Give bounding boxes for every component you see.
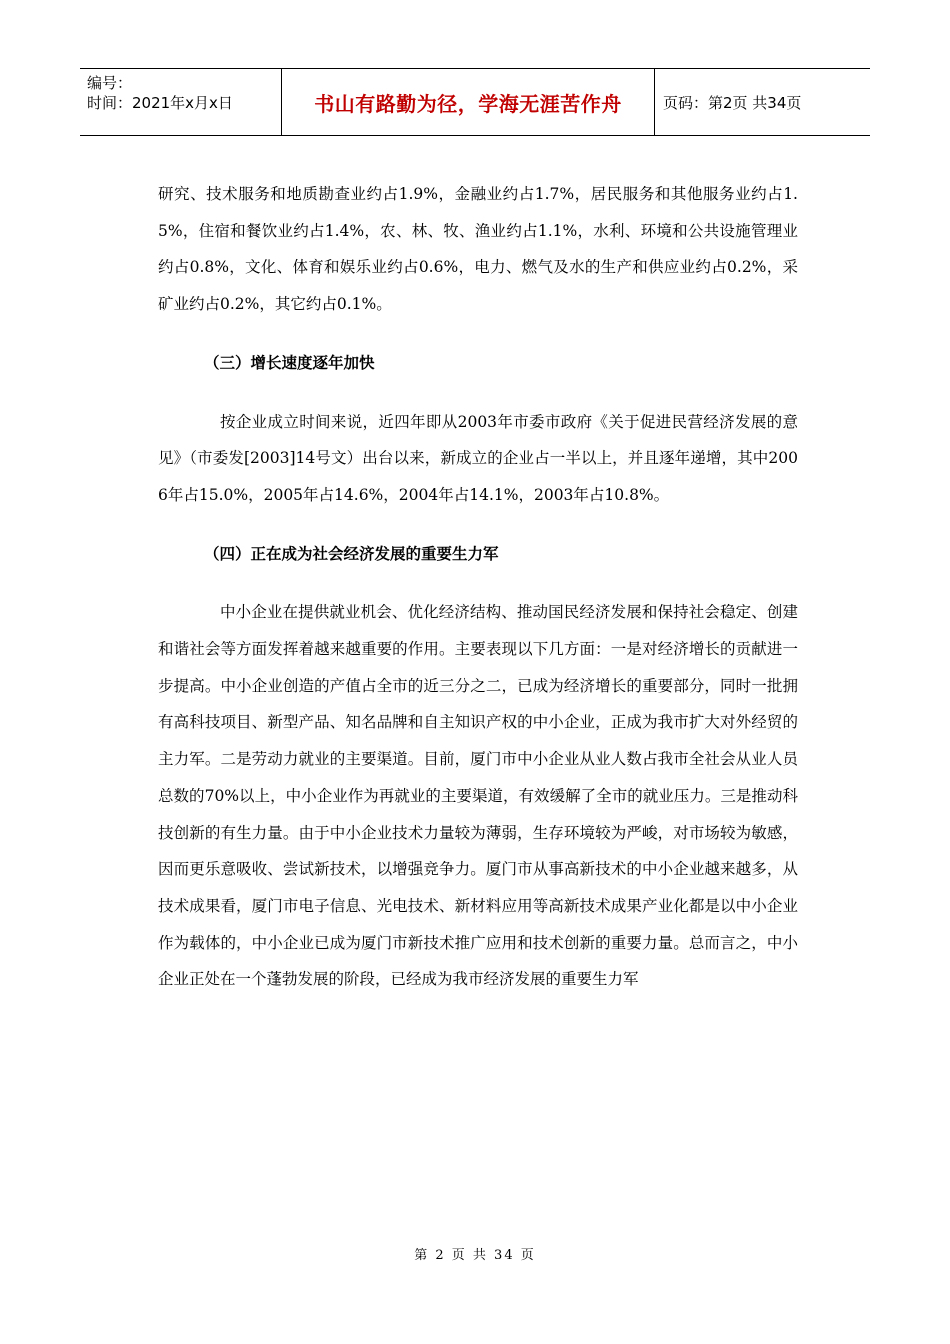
time-label: 时间：2021年x月x日 [87, 94, 233, 112]
section-heading-growth: （三）增长速度逐年加快 [204, 353, 375, 372]
number-label: 编号： [87, 74, 133, 92]
paragraph-industry-shares: 研究、技术服务和地质勘查业约占1.9%，金融业约占1.7%，居民服务和其他服务业约占1.5%，住宿和餐饮业约占1.4%，农、林、牧、渔业约占1.1%，水利、环境和公共设施管理业约占0.8%，文化、体育和娱乐业约占0.6%，电力、燃气及水的生产和供应业约占0.2%，采矿业约占0.2%，其它约占0.1%。 [158, 185, 798, 314]
page-footer: 第 2 页 共 34 页 [414, 1248, 536, 1263]
document-body [158, 176, 798, 998]
section-heading-role: （四）正在成为社会经济发展的重要生力军 [204, 544, 499, 563]
paragraph-role: 中小企业在提供就业机会、优化经济结构、推动国民经济发展和保持社会稳定、创建和谐社会等方面发挥着越来越重要的作用。主要表现以下几方面：一是对经济增长的贡献进一步提高。中小企业创造的产值占全市的近三分之二，已成为经济增长的重要部分，同时一批拥有高科技项目、新型产品、知名品牌和自主知识产权的中小企业，正成为我市扩大对外经贸的主力军。二是劳动力就业的主要渠道。目前，厦门市中小企业从业人数占我市全社会从业人员总数的70%以上，中小企业作为再就业的主要渠道，有效缓解了全市的就业压力。三是推动科技创新的有生力量。由于中小企业技术力量较为薄弱，生存环境较为严峻，对市场较为敏感，因而更乐意吸收、尝试新技术，以增强竞争力。厦门市从事高新技术的中小企业越来越多，从技术成果看，厦门市电子信息、光电技术、新材料应用等高新技术成果产业化都是以中小企业作为载体的，中小企业已成为厦门市新技术推广应用和技术创新的重要力量。总而言之，中小企业正处在一个蓬勃发展的阶段，已经成为我市经济发展的重要生力军 [158, 603, 798, 989]
header-page-info: 页码：第2页 共34页 [663, 93, 802, 112]
header-motto: 书山有路勤为径，学海无涯苦作舟 [282, 69, 655, 135]
page-header [80, 68, 870, 136]
paragraph-growth: 按企业成立时间来说，近四年即从2003年市委市政府《关于促进民营经济发展的意见》（市委发[2003]14号文）出台以来，新成立的企业占一半以上，并且逐年递增，其中2006年占15.0%，2005年占14.6%，2004年占14.1%，2003年占10.8%。 [158, 412, 798, 504]
header-meta-cell [80, 69, 282, 135]
